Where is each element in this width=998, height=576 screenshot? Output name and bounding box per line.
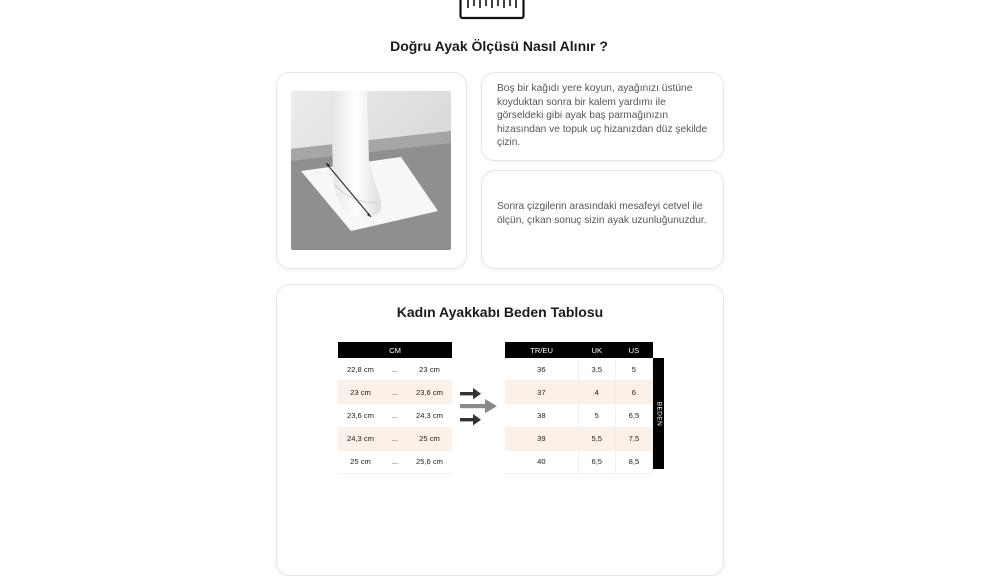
foot-measure-image (291, 91, 451, 250)
cm-to: 23 cm (407, 358, 452, 381)
foot-image-card (276, 72, 467, 269)
ruler-icon (459, 0, 525, 20)
cm-to: 25,6 cm (407, 450, 452, 473)
size-table (505, 342, 653, 474)
size-cell: 39 (505, 427, 578, 450)
size-chart-card (276, 284, 724, 576)
cm-sep: ... (383, 450, 407, 473)
table-row (338, 427, 452, 450)
size-cell: 3,5 (578, 358, 615, 381)
size-cell: 7,5 (615, 427, 652, 450)
beden-label: BEDEN (655, 401, 662, 426)
size-cell: 6,5 (615, 404, 652, 427)
cm-header: CM (338, 342, 452, 358)
arrows-right-icon (460, 388, 500, 428)
table-row (505, 404, 653, 427)
cm-sep: ... (383, 404, 407, 427)
cm-from: 23 cm (338, 381, 383, 404)
size-cell: 8,5 (615, 450, 652, 473)
step-1-card (481, 72, 724, 161)
size-cell: 36 (505, 358, 578, 381)
size-header-uk: UK (578, 342, 615, 358)
cm-sep: ... (383, 381, 407, 404)
step-2-text: Sonra çizgilerin arasındaki mesafeyi cetvel ile ölçün, çıkan sonuç sizin ayak uzunluğunuzdur. (497, 201, 707, 226)
table-row (505, 427, 653, 450)
table-row (338, 381, 452, 404)
size-cell: 6 (615, 381, 652, 404)
size-cell: 40 (505, 450, 578, 473)
step-1-text: Boş bir kağıdı yere koyun, ayağınızı üstüne koyduktan sonra bir kalem yardımı ile görseldeki gibi ayak baş parmağınızın hizasından ve topuk uç hizanızdan düz şekilde çizin. (497, 83, 708, 149)
table-row (505, 450, 653, 473)
size-header-us: US (615, 342, 652, 358)
cm-from: 25 cm (338, 450, 383, 473)
cm-table (338, 342, 452, 474)
size-cell: 4 (578, 381, 615, 404)
cm-from: 22,8 cm (338, 358, 383, 381)
size-cell: 5 (578, 404, 615, 427)
cm-to: 24,3 cm (407, 404, 452, 427)
size-header-treu: TR/EU (505, 342, 578, 358)
size-cell: 5 (615, 358, 652, 381)
beden-side-bar (653, 358, 664, 469)
size-cell: 38 (505, 404, 578, 427)
size-cell: 37 (505, 381, 578, 404)
table-row (505, 381, 653, 404)
table-row (338, 450, 452, 473)
table-row (505, 358, 653, 381)
size-chart-title: Kadın Ayakkabı Beden Tablosu (396, 304, 604, 320)
table-row (338, 358, 452, 381)
table-row (338, 404, 452, 427)
cm-to: 23,6 cm (407, 381, 452, 404)
cm-sep: ... (383, 358, 407, 381)
size-cell: 6,5 (578, 450, 615, 473)
cm-from: 24,3 cm (338, 427, 383, 450)
cm-sep: ... (383, 427, 407, 450)
page-title: Doğru Ayak Ölçüsü Nasıl Alınır ? (390, 38, 608, 54)
cm-from: 23,6 cm (338, 404, 383, 427)
size-cell: 5,5 (578, 427, 615, 450)
step-2-card (481, 170, 724, 269)
cm-to: 25 cm (407, 427, 452, 450)
